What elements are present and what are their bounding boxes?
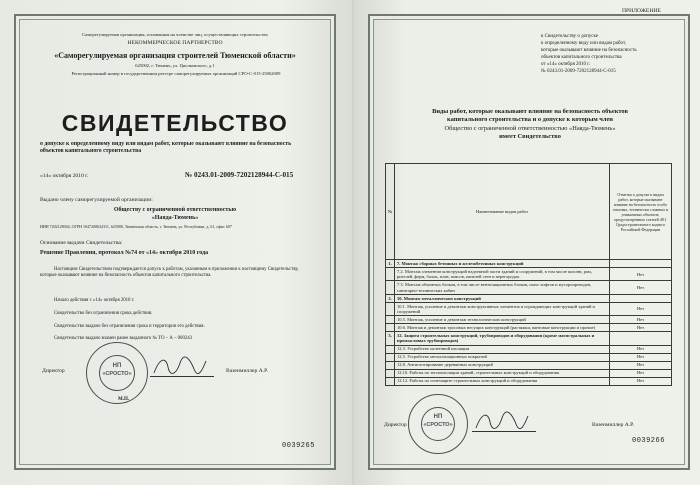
admission-mark: [610, 332, 672, 345]
partnership-label: НЕКОММЕРЧЕСКОЕ ПАРТНЕРСТВО: [127, 40, 223, 46]
admission-mark: Нет: [610, 281, 672, 294]
work-type: 12.3. Устройство оклеечной изоляции: [395, 345, 610, 353]
admission-mark: Нет: [610, 369, 672, 377]
director-label: Директор: [384, 422, 407, 428]
admission-mark: Нет: [610, 324, 672, 332]
admission-mark: [610, 260, 672, 268]
row-number: [386, 345, 395, 353]
table-row: [386, 316, 672, 324]
statement-paragraph: Настоящим Свидетельством подтверждается допуск к работам, указанным в приложении к настоящему Свидетельству, которые оказывают влияние на безопасность объектов капитального строительства.: [40, 267, 299, 279]
admission-mark: Нет: [610, 377, 672, 385]
certificate-title: СВИДЕТЕЛЬСТВО: [61, 110, 289, 136]
table-row: [386, 361, 672, 369]
replacement-line: Свидетельство выдано взамен ранее выданного № ТО – А – 000243: [54, 336, 193, 341]
start-date-line: Начало действия с «14» октября 2010 г.: [54, 298, 135, 303]
org-address: 625002, г. Тюмень, ул. Циолковского, д.1: [135, 63, 215, 68]
work-type: 7.2. Монтаж элементов конструкций надземной части зданий и сооружений, в том числе колонн, рам, ригелей, ферм, балок, плит, поясов, панелей стен и перегородок: [395, 268, 610, 281]
territory-line: Свидетельство выдано без ограничения срока и территории его действия.: [54, 324, 205, 329]
work-type: 7. Монтаж сборных бетонных и железобетонных конструкций: [395, 260, 610, 268]
admission-mark: Нет: [610, 361, 672, 369]
works-table: [385, 163, 672, 386]
registry-number: Регистрационный номер в государственном реестре саморегулируемых организаций СРО-С-015-25062009: [71, 71, 281, 76]
organization-seal: НП «СРОСТО»: [86, 342, 148, 404]
admission-mark: Нет: [610, 302, 672, 315]
reference-block: к Свидетельству о допуске к определенному виду или видам работ, которые оказывают влияние на безопасность объектов капитального строительства от «14» октября 2010 г. № 0243.01-2009-7202128944-С-015: [541, 34, 637, 74]
work-type: 12.12. Работы по огнезащите строительных конструкций и оборудования: [395, 377, 610, 385]
table-row: [386, 332, 672, 345]
signature-line: [150, 376, 214, 377]
member-details: ИНН 7202128944, ОГРН 1047200632311, 625000, Тюменская область, г. Тюмень, ул. Республики, д. 61, офис 607: [40, 224, 232, 229]
issued-to-label: Выдано члену саморегулируемой организации:: [40, 197, 153, 203]
row-number: 2.: [386, 294, 395, 302]
row-number: [386, 316, 395, 324]
seal-place-mark: М.П.: [118, 397, 130, 402]
row-number: [386, 369, 395, 377]
admission-mark: Нет: [610, 268, 672, 281]
table-row: [386, 268, 672, 281]
signature-line: [472, 431, 536, 432]
work-type: 12.5. Устройство металлизационных покрытий: [395, 353, 610, 361]
org-name: «Саморегулируемая организация строителей Тюменской области»: [54, 51, 296, 60]
work-type: 10.1. Монтаж, усиление и демонтаж конструктивных элементов и ограждающих конструкций зданий и сооружений: [395, 302, 610, 315]
table-row: [386, 324, 672, 332]
row-number: [386, 353, 395, 361]
column-header-number: №: [386, 164, 395, 260]
admission-mark: Нет: [610, 345, 672, 353]
row-number: [386, 324, 395, 332]
table-row: [386, 377, 672, 385]
row-number: [386, 302, 395, 315]
table-row: [386, 281, 672, 294]
serial-number: 0039266: [632, 437, 665, 445]
director-label: Директор: [42, 368, 65, 374]
column-header-name: Наименование видов работ: [395, 164, 610, 260]
table-row: [386, 302, 672, 315]
serial-number: 0039265: [282, 442, 315, 450]
certificate-number: № 0243.01-2009-7202128944-С-015: [185, 171, 294, 179]
work-type: 10.5. Монтаж, усиление и демонтаж технологических конструкций: [395, 316, 610, 324]
work-type: 10.6. Монтаж и демонтаж тросовых несущих конструкций (растяжки, вантовые конструкции и прочие): [395, 324, 610, 332]
admission-mark: Нет: [610, 353, 672, 361]
row-number: [386, 268, 395, 281]
column-header-admission: Отметка о допуске к видам работ, которые оказывают влияние на безопасность особо опасных, технически сложных и уникальных объектов, предусмотренных статьей 48.1 Градостроительного кодекса Российской Федерации: [610, 164, 672, 260]
work-type: 12.10. Работы по теплоизоляции зданий, строительных конструкций и оборудования: [395, 369, 610, 377]
basis-value: Решение Правления, протокол №74 от «14» октября 2010 года: [40, 250, 209, 256]
row-number: [386, 281, 395, 294]
issue-date: «14» октября 2010 г.: [40, 173, 89, 179]
table-row: [386, 294, 672, 302]
table-row: [386, 369, 672, 377]
appendix-heading: Виды работ, которые оказывают влияние на безопасность объектов капитального строительства и о допуске к которым член Общество с ограниченной ответственностью «Наяда-Тюмень» имеет Свидетельство: [432, 108, 628, 141]
validity-line: Свидетельство без ограничения срока действия.: [54, 311, 153, 316]
org-header: Саморегулируемая организация, основанная на членстве лиц, осуществляющих строительство: [82, 32, 268, 37]
row-number: 3.: [386, 332, 395, 345]
row-number: [386, 361, 395, 369]
admission-mark: [610, 294, 672, 302]
member-name-line2: «Наяда-Тюмень»: [151, 215, 199, 221]
admission-mark: Нет: [610, 316, 672, 324]
table-row: [386, 353, 672, 361]
certificate-subtitle: о допуске к определенному виду или видам работ, которые оказывают влияние на безопасность объектов капитального строительства: [40, 141, 292, 155]
row-number: 1.: [386, 260, 395, 268]
member-name-line1: Обществу с ограниченной ответственностью: [113, 207, 237, 213]
row-number: [386, 377, 395, 385]
work-type: 7.3. Монтаж объемных блоков, в том числе вентиляционных блоков, шахт лифтов и мусоропроводов, санитарно-технических кабин: [395, 281, 610, 294]
appendix-page: [354, 0, 700, 485]
director-name: Вазенмиллер А.Р.: [592, 422, 634, 428]
work-type: 12. Защита строительных конструкций, трубопроводов и оборудования (кроме магистральных и промысловых трубопроводов): [395, 332, 610, 345]
organization-seal: НП «СРОСТО»: [408, 394, 468, 454]
table-row: [386, 345, 672, 353]
work-type: 10. Монтаж металлических конструкций: [395, 294, 610, 302]
table-row: [386, 260, 672, 268]
basis-label: Основание выдачи Свидетельства:: [40, 240, 123, 246]
appendix-label: ПРИЛОЖЕНИЕ: [622, 8, 661, 14]
director-name: Вазенмиллер А.Р.: [226, 368, 268, 374]
work-type: 12.8. Антисептирование деревянных конструкций: [395, 361, 610, 369]
